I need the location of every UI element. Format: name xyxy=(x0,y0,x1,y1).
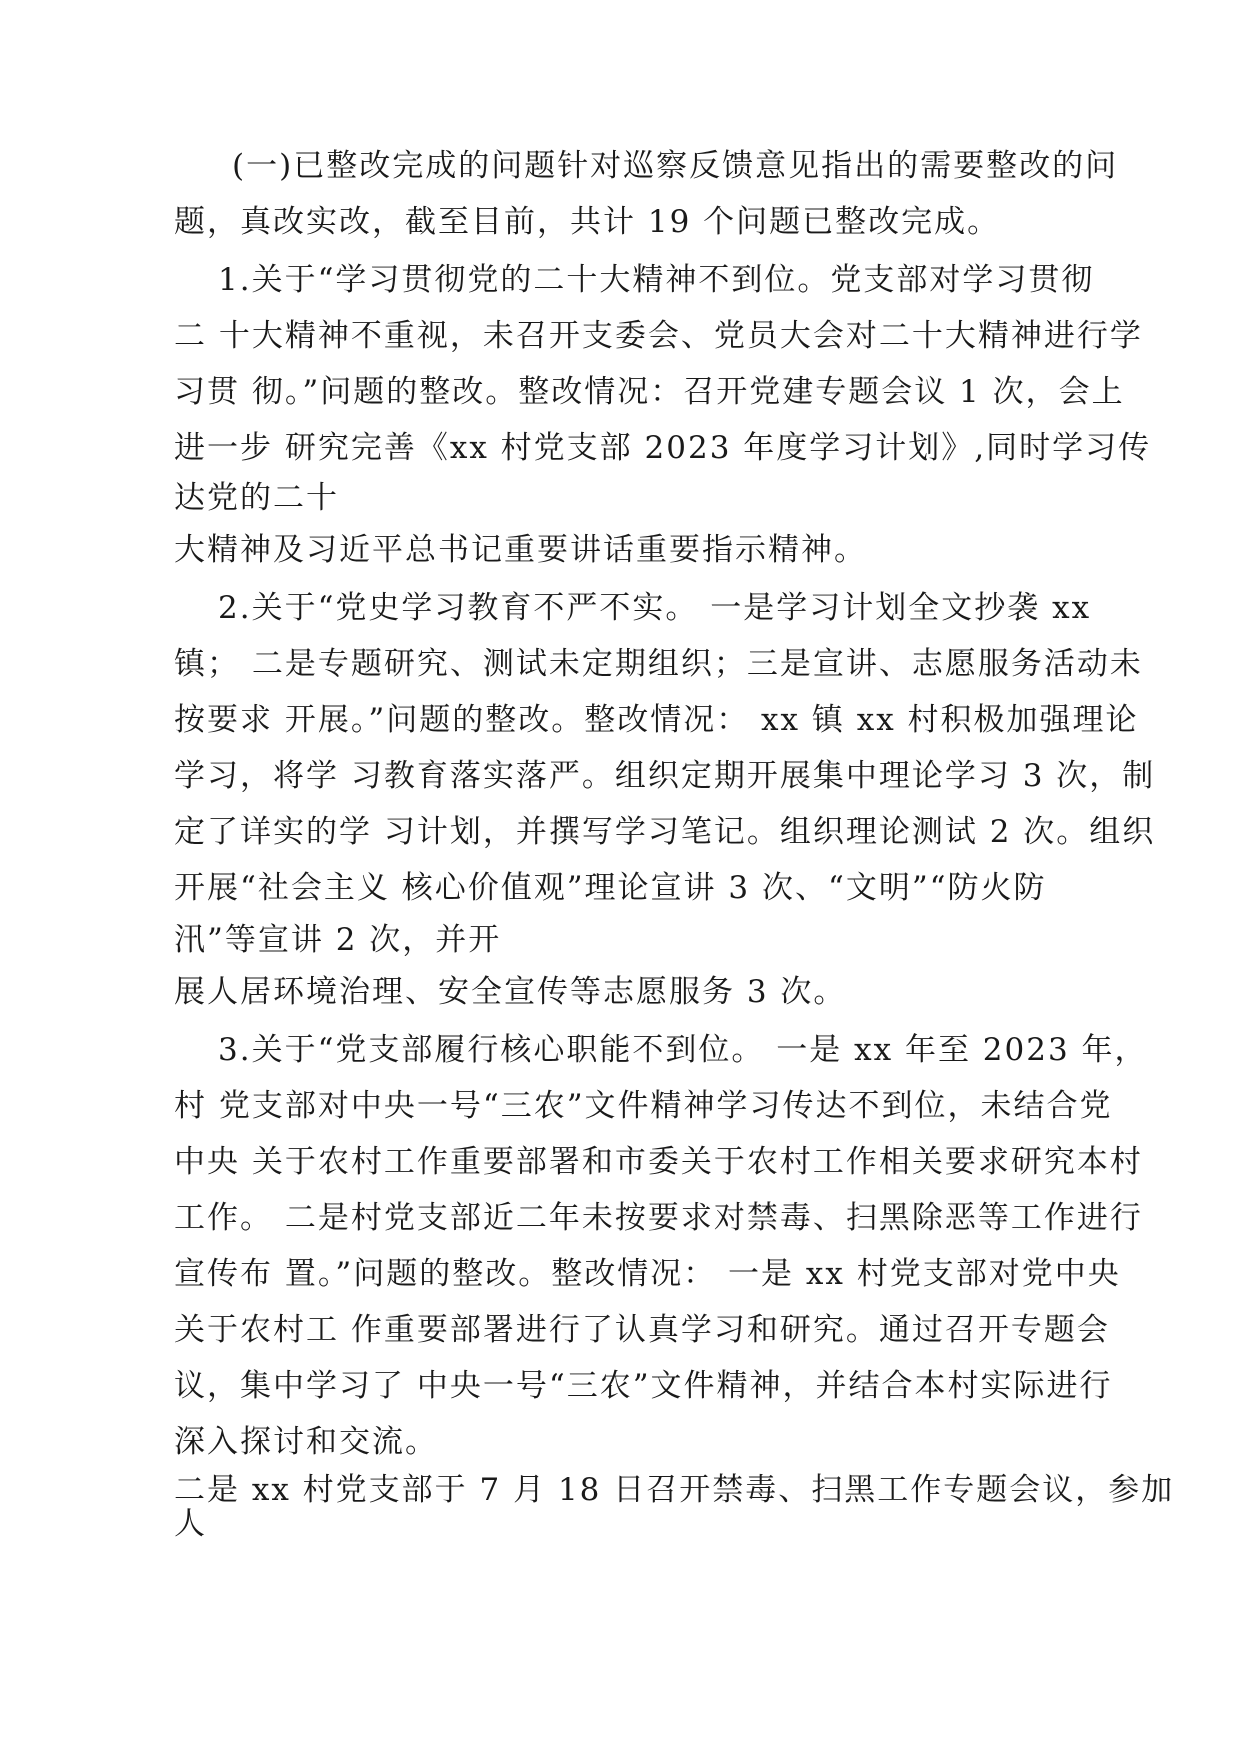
text-line: 按要求 开展。”问题的整改。整改情况： xx 镇 xx 村积极加强理论 xyxy=(174,702,1139,738)
text-line: 学习，将学 习教育落实落严。组织定期开展集中理论学习 3 次，制 xyxy=(174,758,1156,794)
text-line: 议，集中学习了 中央一号“三农”文件精神，并结合本村实际进行 xyxy=(174,1368,1113,1404)
text-line: 定了详实的学 习计划，并撰写学习笔记。组织理论测试 2 次。组织 xyxy=(174,814,1156,850)
text-line: 展人居环境治理、安全宣传等志愿服务 3 次。 xyxy=(174,974,847,1010)
text-line: 习贯 彻。”问题的整改。整改情况：召开党建专题会议 1 次，会上 xyxy=(174,374,1125,410)
text-line: (一)已整改完成的问题针对巡察反馈意见指出的需要整改的问 xyxy=(232,148,1119,184)
text-line: 开展“社会主义 核心价值观”理论宣讲 3 次、“文明”“防火防 xyxy=(174,870,1047,906)
text-line: 题，真改实改，截至目前，共计 19 个问题已整改完成。 xyxy=(174,204,1001,240)
text-line: 中央 关于农村工作重要部署和市委关于农村工作相关要求研究本村 xyxy=(174,1144,1143,1180)
text-line: 关于农村工 作重要部署进行了认真学习和研究。通过召开专题会 xyxy=(174,1312,1110,1348)
text-line: 镇； 二是专题研究、测试未定期组织；三是宣讲、志愿服务活动未 xyxy=(174,646,1143,682)
text-line: 汛”等宣讲 2 次，并开 xyxy=(174,922,502,958)
text-line: 进一步 研究完善《xx 村党支部 2023 年度学习计划》,同时学习传 xyxy=(174,430,1152,466)
text-line: 1.关于“学习贯彻党的二十大精神不到位。党支部对学习贯彻 xyxy=(218,262,1095,298)
text-line: 达党的二十 xyxy=(174,480,339,516)
text-line: 大精神及习近平总书记重要讲话重要指示精神。 xyxy=(174,532,867,568)
text-line: 工作。 二是村党支部近二年未按要求对禁毒、扫黑除恶等工作进行 xyxy=(174,1200,1143,1236)
text-line: 宣传布 置。”问题的整改。整改情况： 一是 xx 村党支部对党中央 xyxy=(174,1256,1121,1292)
text-line: 深入探讨和交流。 xyxy=(174,1424,438,1460)
text-line: 2.关于“党史学习教育不严不实。 一是学习计划全文抄袭 xx xyxy=(218,590,1092,626)
text-line: 二是 xx 村党支部于 7 月 18 日召开禁毒、扫黑工作专题会议，参加 xyxy=(174,1472,1175,1508)
text-line: 二 十大精神不重视，未召开支委会、党员大会对二十大精神进行学 xyxy=(174,318,1143,354)
text-line: 3.关于“党支部履行核心职能不到位。 一是 xx 年至 2023 年， xyxy=(218,1032,1148,1068)
text-line: 人 xyxy=(174,1506,207,1542)
text-line: 村 党支部对中央一号“三农”文件精神学习传达不到位，未结合党 xyxy=(174,1088,1113,1124)
